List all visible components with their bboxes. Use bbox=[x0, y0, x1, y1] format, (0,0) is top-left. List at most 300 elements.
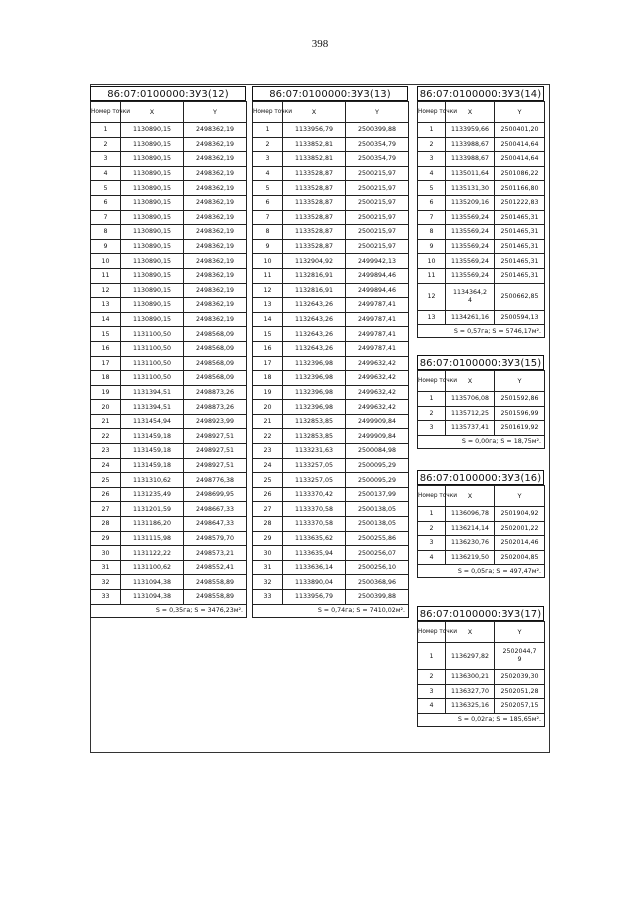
coord-x: 1136219,50 bbox=[446, 550, 495, 565]
point-number: 27 bbox=[253, 502, 283, 517]
coordinate-table bbox=[417, 470, 544, 578]
table-row bbox=[418, 670, 545, 685]
table-row bbox=[91, 356, 247, 371]
area-summary: S = 0,35га; S = 3476,23м². bbox=[91, 604, 247, 617]
point-number: 28 bbox=[253, 517, 283, 532]
table-row bbox=[253, 444, 409, 459]
coord-y: 2499787,41 bbox=[346, 298, 409, 313]
coordinates-grid bbox=[252, 101, 409, 618]
point-number: 7 bbox=[253, 210, 283, 225]
header-x: X bbox=[446, 622, 495, 643]
coord-y: 2498362,19 bbox=[184, 181, 247, 196]
coord-x: 1133370,58 bbox=[283, 502, 346, 517]
area-summary: S = 0,02га; S = 185,65м². bbox=[418, 713, 545, 726]
coord-y: 2502057,15 bbox=[495, 699, 545, 714]
point-number: 1 bbox=[418, 507, 446, 522]
header-x: X bbox=[121, 102, 184, 123]
point-number: 21 bbox=[253, 414, 283, 429]
table-row bbox=[91, 575, 247, 590]
coord-y: 2498362,19 bbox=[184, 210, 247, 225]
table-row bbox=[253, 341, 409, 356]
coord-y: 2501465,31 bbox=[495, 239, 545, 254]
header-nomer: Номер точки bbox=[418, 486, 446, 507]
header-y: Y bbox=[184, 102, 247, 123]
coord-x: 1135569,24 bbox=[446, 268, 495, 283]
coord-x: 1134364,2 4 bbox=[446, 283, 495, 310]
coord-y: 2498362,19 bbox=[184, 268, 247, 283]
table-row bbox=[91, 268, 247, 283]
coord-y: 2500138,05 bbox=[346, 502, 409, 517]
header-y: Y bbox=[495, 102, 545, 123]
point-number: 21 bbox=[91, 414, 121, 429]
table-row bbox=[91, 546, 247, 561]
table-title: 86:07:0100000:3У3(16) bbox=[417, 470, 544, 485]
table-row bbox=[418, 137, 545, 152]
coord-y: 2499942,13 bbox=[346, 254, 409, 269]
table-row bbox=[253, 356, 409, 371]
table-row bbox=[253, 429, 409, 444]
coord-x: 1133988,67 bbox=[446, 152, 495, 167]
table-title: 86:07:0100000:3У3(14) bbox=[417, 86, 544, 101]
point-number: 8 bbox=[253, 225, 283, 240]
coord-y: 2500215,97 bbox=[346, 239, 409, 254]
coord-y: 2501465,31 bbox=[495, 254, 545, 269]
point-number: 3 bbox=[418, 536, 446, 551]
table-row bbox=[91, 400, 247, 415]
point-number: 18 bbox=[91, 371, 121, 386]
coord-y: 2502051,28 bbox=[495, 684, 545, 699]
coord-x: 1131100,50 bbox=[121, 341, 184, 356]
coord-y: 2500138,05 bbox=[346, 517, 409, 532]
coord-x: 1131100,50 bbox=[121, 371, 184, 386]
point-number: 5 bbox=[418, 181, 446, 196]
table-title: 86:07:0100000:3У3(13) bbox=[252, 86, 408, 101]
coord-x: 1133852,81 bbox=[283, 152, 346, 167]
coord-x: 1135011,64 bbox=[446, 166, 495, 181]
table-row bbox=[91, 327, 247, 342]
coord-x: 1130890,15 bbox=[121, 210, 184, 225]
coord-y: 2500215,97 bbox=[346, 195, 409, 210]
table-row bbox=[91, 123, 247, 138]
coord-y: 2499632,42 bbox=[346, 371, 409, 386]
coord-x: 1134261,16 bbox=[446, 310, 495, 325]
coord-x: 1135569,24 bbox=[446, 239, 495, 254]
header-nomer: Номер точки bbox=[91, 102, 121, 123]
point-number: 30 bbox=[91, 546, 121, 561]
table-row bbox=[91, 298, 247, 313]
coord-x: 1132853,85 bbox=[283, 429, 346, 444]
coord-y: 2499787,41 bbox=[346, 341, 409, 356]
table-row bbox=[91, 166, 247, 181]
coord-y: 2499632,42 bbox=[346, 400, 409, 415]
coord-x: 1131459,18 bbox=[121, 429, 184, 444]
point-number: 3 bbox=[418, 684, 446, 699]
header-x: X bbox=[283, 102, 346, 123]
coord-y: 2501592,86 bbox=[495, 392, 545, 407]
coord-y: 2500594,13 bbox=[495, 310, 545, 325]
coord-y: 2502039,30 bbox=[495, 670, 545, 685]
point-number: 7 bbox=[418, 210, 446, 225]
point-number: 4 bbox=[253, 166, 283, 181]
header-nomer: Номер точки bbox=[418, 622, 446, 643]
coord-y: 2502001,22 bbox=[495, 521, 545, 536]
point-number: 26 bbox=[253, 487, 283, 502]
header-y: Y bbox=[346, 102, 409, 123]
table-row bbox=[253, 268, 409, 283]
table-row bbox=[418, 268, 545, 283]
table-title: 86:07:0100000:3У3(15) bbox=[417, 355, 544, 370]
point-number: 9 bbox=[418, 239, 446, 254]
coord-y: 2500401,20 bbox=[495, 123, 545, 138]
point-number: 5 bbox=[253, 181, 283, 196]
coord-x: 1131394,51 bbox=[121, 385, 184, 400]
table-row bbox=[418, 166, 545, 181]
point-number: 11 bbox=[253, 268, 283, 283]
table-row bbox=[253, 473, 409, 488]
point-number: 29 bbox=[91, 531, 121, 546]
table-row bbox=[253, 239, 409, 254]
coordinate-table bbox=[90, 86, 246, 618]
coord-x: 1136297,82 bbox=[446, 643, 495, 670]
coordinates-grid bbox=[90, 101, 247, 618]
point-number: 28 bbox=[91, 517, 121, 532]
coord-y: 2500137,99 bbox=[346, 487, 409, 502]
table-row bbox=[253, 254, 409, 269]
header-x: X bbox=[446, 102, 495, 123]
coord-x: 1133956,79 bbox=[283, 590, 346, 605]
table-row bbox=[253, 517, 409, 532]
coord-y: 2498362,19 bbox=[184, 225, 247, 240]
table-row bbox=[91, 590, 247, 605]
point-number: 22 bbox=[91, 429, 121, 444]
point-number: 27 bbox=[91, 502, 121, 517]
coordinate-table bbox=[417, 606, 544, 727]
coord-y: 2500215,97 bbox=[346, 181, 409, 196]
table-row bbox=[253, 487, 409, 502]
coord-x: 1132853,85 bbox=[283, 414, 346, 429]
table-row bbox=[253, 210, 409, 225]
coord-x: 1131100,62 bbox=[121, 560, 184, 575]
coord-x: 1133370,42 bbox=[283, 487, 346, 502]
coord-x: 1132643,26 bbox=[283, 298, 346, 313]
point-number: 2 bbox=[253, 137, 283, 152]
point-number: 11 bbox=[418, 268, 446, 283]
point-number: 9 bbox=[91, 239, 121, 254]
coord-y: 2498362,19 bbox=[184, 195, 247, 210]
point-number: 32 bbox=[253, 575, 283, 590]
coord-x: 1136230,76 bbox=[446, 536, 495, 551]
coord-x: 1130890,15 bbox=[121, 195, 184, 210]
point-number: 4 bbox=[91, 166, 121, 181]
point-number: 4 bbox=[418, 166, 446, 181]
table-row bbox=[418, 536, 545, 551]
coord-x: 1132643,26 bbox=[283, 312, 346, 327]
point-number: 2 bbox=[91, 137, 121, 152]
point-number: 12 bbox=[418, 283, 446, 310]
point-number: 33 bbox=[253, 590, 283, 605]
point-number: 1 bbox=[418, 643, 446, 670]
coord-x: 1131394,51 bbox=[121, 400, 184, 415]
area-summary: S = 0,74га; S = 7410,02м². bbox=[253, 604, 409, 617]
coord-x: 1130890,15 bbox=[121, 298, 184, 313]
coord-y: 2502004,85 bbox=[495, 550, 545, 565]
coord-y: 2502044,7 9 bbox=[495, 643, 545, 670]
coord-y: 2498579,70 bbox=[184, 531, 247, 546]
coord-x: 1133528,87 bbox=[283, 195, 346, 210]
coord-x: 1136096,78 bbox=[446, 507, 495, 522]
table-row bbox=[91, 181, 247, 196]
coord-x: 1131115,98 bbox=[121, 531, 184, 546]
point-number: 23 bbox=[91, 444, 121, 459]
coord-x: 1135209,16 bbox=[446, 195, 495, 210]
point-number: 13 bbox=[91, 298, 121, 313]
coord-y: 2501465,31 bbox=[495, 225, 545, 240]
coord-y: 2500095,29 bbox=[346, 473, 409, 488]
coord-y: 2500215,97 bbox=[346, 210, 409, 225]
coord-y: 2498573,21 bbox=[184, 546, 247, 561]
coord-x: 1131235,49 bbox=[121, 487, 184, 502]
table-row bbox=[418, 406, 545, 421]
point-number: 6 bbox=[91, 195, 121, 210]
coord-y: 2498647,33 bbox=[184, 517, 247, 532]
coord-x: 1130890,15 bbox=[121, 254, 184, 269]
coord-y: 2498362,19 bbox=[184, 137, 247, 152]
header-y: Y bbox=[495, 486, 545, 507]
coord-x: 1135569,24 bbox=[446, 210, 495, 225]
header-y: Y bbox=[495, 622, 545, 643]
coord-y: 2500354,79 bbox=[346, 152, 409, 167]
coord-x: 1133528,87 bbox=[283, 181, 346, 196]
coord-x: 1133528,87 bbox=[283, 210, 346, 225]
table-row bbox=[418, 643, 545, 670]
area-summary: S = 0,00га; S = 18,75м². bbox=[418, 435, 545, 448]
coord-x: 1131100,50 bbox=[121, 327, 184, 342]
table-row bbox=[91, 560, 247, 575]
coord-x: 1133959,66 bbox=[446, 123, 495, 138]
point-number: 2 bbox=[418, 670, 446, 685]
coord-x: 1131459,18 bbox=[121, 444, 184, 459]
point-number: 10 bbox=[418, 254, 446, 269]
table-row bbox=[253, 152, 409, 167]
table-row bbox=[253, 181, 409, 196]
coord-x: 1133231,63 bbox=[283, 444, 346, 459]
table-row bbox=[91, 517, 247, 532]
coord-x: 1133988,67 bbox=[446, 137, 495, 152]
coord-x: 1130890,15 bbox=[121, 152, 184, 167]
point-number: 1 bbox=[418, 123, 446, 138]
coord-x: 1133956,79 bbox=[283, 123, 346, 138]
point-number: 29 bbox=[253, 531, 283, 546]
point-number: 15 bbox=[91, 327, 121, 342]
coordinates-grid bbox=[417, 485, 545, 578]
coord-y: 2500256,10 bbox=[346, 560, 409, 575]
header-y: Y bbox=[495, 371, 545, 392]
table-row bbox=[91, 429, 247, 444]
table-row bbox=[91, 254, 247, 269]
coord-y: 2499787,41 bbox=[346, 327, 409, 342]
coord-x: 1132396,98 bbox=[283, 400, 346, 415]
point-number: 13 bbox=[253, 298, 283, 313]
point-number: 2 bbox=[418, 521, 446, 536]
coord-x: 1132816,91 bbox=[283, 283, 346, 298]
coord-x: 1136327,70 bbox=[446, 684, 495, 699]
point-number: 10 bbox=[253, 254, 283, 269]
point-number: 3 bbox=[418, 421, 446, 436]
table-row bbox=[253, 575, 409, 590]
area-summary: S = 0,05га; S = 497,47м². bbox=[418, 565, 545, 578]
point-number: 1 bbox=[91, 123, 121, 138]
coord-y: 2498776,38 bbox=[184, 473, 247, 488]
coord-x: 1132396,98 bbox=[283, 371, 346, 386]
table-row bbox=[91, 341, 247, 356]
table-row bbox=[91, 210, 247, 225]
coord-y: 2500215,97 bbox=[346, 225, 409, 240]
point-number: 17 bbox=[253, 356, 283, 371]
coord-x: 1130890,15 bbox=[121, 268, 184, 283]
coord-x: 1130890,15 bbox=[121, 239, 184, 254]
point-number: 26 bbox=[91, 487, 121, 502]
coordinate-table bbox=[417, 86, 544, 338]
coord-y: 2498873,26 bbox=[184, 400, 247, 415]
coord-x: 1130890,15 bbox=[121, 312, 184, 327]
table-row bbox=[253, 414, 409, 429]
point-number: 25 bbox=[91, 473, 121, 488]
table-row bbox=[253, 400, 409, 415]
coord-x: 1135712,25 bbox=[446, 406, 495, 421]
table-row bbox=[418, 181, 545, 196]
coord-y: 2498568,09 bbox=[184, 327, 247, 342]
coord-y: 2498699,95 bbox=[184, 487, 247, 502]
coord-x: 1131094,38 bbox=[121, 575, 184, 590]
coord-y: 2498362,19 bbox=[184, 152, 247, 167]
coord-y: 2498362,19 bbox=[184, 239, 247, 254]
coord-y: 2501904,92 bbox=[495, 507, 545, 522]
coord-x: 1133890,04 bbox=[283, 575, 346, 590]
table-row bbox=[91, 502, 247, 517]
table-row bbox=[91, 312, 247, 327]
coord-x: 1132816,91 bbox=[283, 268, 346, 283]
table-row bbox=[91, 283, 247, 298]
table-row bbox=[91, 137, 247, 152]
point-number: 23 bbox=[253, 444, 283, 459]
coord-y: 2498362,19 bbox=[184, 123, 247, 138]
coord-y: 2498362,19 bbox=[184, 312, 247, 327]
coord-y: 2500399,88 bbox=[346, 123, 409, 138]
point-number: 12 bbox=[253, 283, 283, 298]
point-number: 16 bbox=[253, 341, 283, 356]
point-number: 8 bbox=[91, 225, 121, 240]
point-number: 12 bbox=[91, 283, 121, 298]
table-row bbox=[253, 137, 409, 152]
page-number: 398 bbox=[311, 38, 329, 50]
table-row bbox=[91, 385, 247, 400]
coord-y: 2500095,29 bbox=[346, 458, 409, 473]
point-number: 5 bbox=[91, 181, 121, 196]
point-number: 19 bbox=[91, 385, 121, 400]
coord-y: 2499894,46 bbox=[346, 268, 409, 283]
table-row bbox=[91, 371, 247, 386]
coord-y: 2501596,99 bbox=[495, 406, 545, 421]
coord-y: 2498923,99 bbox=[184, 414, 247, 429]
table-row bbox=[418, 699, 545, 714]
coord-y: 2500414,64 bbox=[495, 152, 545, 167]
point-number: 8 bbox=[418, 225, 446, 240]
coord-y: 2500414,64 bbox=[495, 137, 545, 152]
table-row bbox=[253, 225, 409, 240]
coord-x: 1133257,05 bbox=[283, 473, 346, 488]
header-nomer: Номер точки bbox=[418, 371, 446, 392]
point-number: 4 bbox=[418, 699, 446, 714]
point-number: 3 bbox=[91, 152, 121, 167]
point-number: 11 bbox=[91, 268, 121, 283]
table-row bbox=[253, 283, 409, 298]
coord-x: 1136300,21 bbox=[446, 670, 495, 685]
coord-y: 2499909,84 bbox=[346, 429, 409, 444]
coord-y: 2500368,96 bbox=[346, 575, 409, 590]
table-row bbox=[91, 531, 247, 546]
coord-x: 1133635,62 bbox=[283, 531, 346, 546]
table-row bbox=[418, 310, 545, 325]
table-row bbox=[253, 327, 409, 342]
point-number: 6 bbox=[253, 195, 283, 210]
coord-x: 1130890,15 bbox=[121, 137, 184, 152]
coord-x: 1135569,24 bbox=[446, 225, 495, 240]
coord-x: 1135737,41 bbox=[446, 421, 495, 436]
table-row bbox=[253, 590, 409, 605]
coord-y: 2499894,46 bbox=[346, 283, 409, 298]
coordinate-table bbox=[417, 355, 544, 449]
coord-y: 2498568,09 bbox=[184, 341, 247, 356]
table-row bbox=[91, 458, 247, 473]
table-row bbox=[91, 195, 247, 210]
coord-x: 1132396,98 bbox=[283, 385, 346, 400]
point-number: 6 bbox=[418, 195, 446, 210]
point-number: 13 bbox=[418, 310, 446, 325]
coord-y: 2500399,88 bbox=[346, 590, 409, 605]
coord-y: 2498873,26 bbox=[184, 385, 247, 400]
coord-x: 1130890,15 bbox=[121, 166, 184, 181]
coordinates-grid bbox=[417, 621, 545, 727]
point-number: 2 bbox=[418, 137, 446, 152]
coord-y: 2498927,51 bbox=[184, 429, 247, 444]
coord-y: 2498558,89 bbox=[184, 590, 247, 605]
coord-y: 2498568,09 bbox=[184, 356, 247, 371]
point-number: 14 bbox=[253, 312, 283, 327]
point-number: 3 bbox=[418, 152, 446, 167]
header-nomer: Номер точки bbox=[253, 102, 283, 123]
table-row bbox=[91, 444, 247, 459]
table-row bbox=[418, 550, 545, 565]
table-row bbox=[418, 123, 545, 138]
table-row bbox=[253, 312, 409, 327]
coord-x: 1136325,16 bbox=[446, 699, 495, 714]
table-row bbox=[253, 123, 409, 138]
coord-y: 2500255,86 bbox=[346, 531, 409, 546]
table-row bbox=[418, 684, 545, 699]
table-title: 86:07:0100000:3У3(12) bbox=[90, 86, 246, 101]
point-number: 24 bbox=[91, 458, 121, 473]
coord-y: 2501465,31 bbox=[495, 268, 545, 283]
coord-x: 1133370,58 bbox=[283, 517, 346, 532]
coord-y: 2502014,46 bbox=[495, 536, 545, 551]
coord-x: 1131459,18 bbox=[121, 458, 184, 473]
table-title: 86:07:0100000:3У3(17) bbox=[417, 606, 544, 621]
coord-x: 1131186,20 bbox=[121, 517, 184, 532]
point-number: 33 bbox=[91, 590, 121, 605]
point-number: 20 bbox=[253, 400, 283, 415]
table-row bbox=[418, 283, 545, 310]
table-row bbox=[253, 502, 409, 517]
